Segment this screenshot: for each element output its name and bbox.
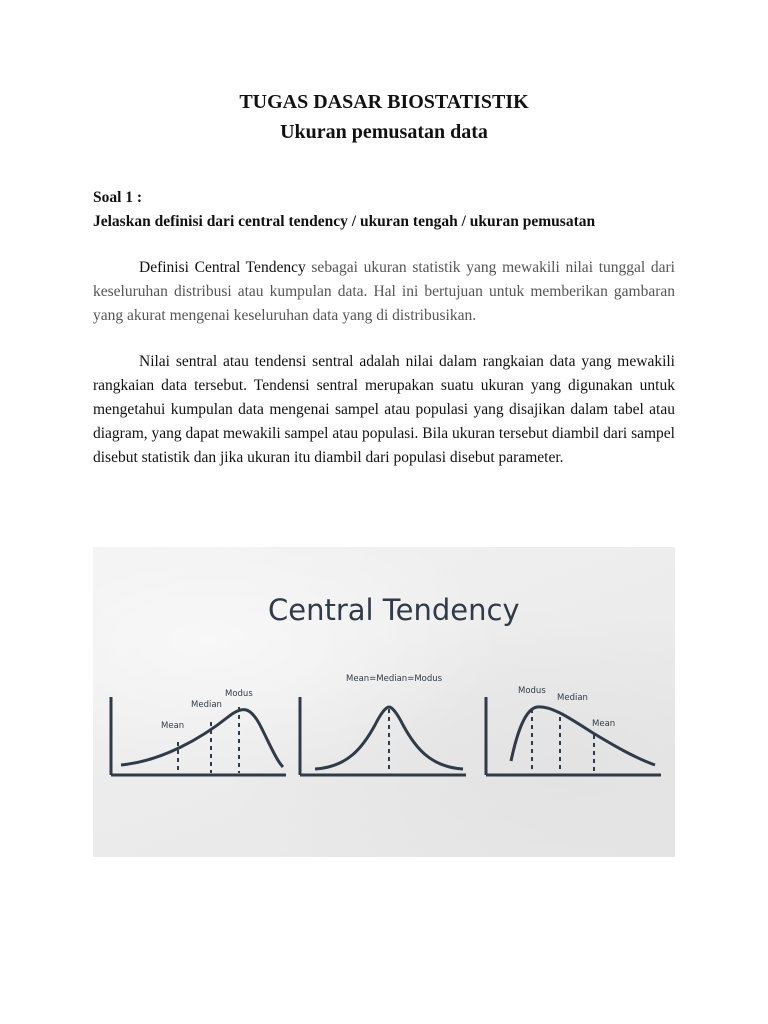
middle-center-label: Mean=Median=Modus — [346, 674, 443, 684]
definition-lead: Definisi Central Tendency — [139, 259, 306, 276]
left-modus-label: Modus — [225, 689, 253, 699]
question-number: Soal 1 : — [93, 189, 143, 206]
question-text: Jelaskan definisi dari central tendency / ukuran tengah / ukuran pemusatan — [93, 213, 596, 230]
left-curve — [121, 710, 283, 767]
paragraph-definition — [93, 256, 675, 328]
right-mean-label: Mean — [592, 719, 616, 729]
figure-title: Central Tendency — [268, 593, 520, 627]
central-tendency-figure — [93, 547, 675, 857]
left-mean-label: Mean — [161, 721, 185, 731]
definition-rest: sebagai ukuran statistik yang mewakili nilai tunggal dari keseluruhan distribusi atau kumpulan data. Hal ini bertujuan untuk memberikan gambaran yang akurat mengenai keseluruhan data yang di distribusikan. — [93, 259, 675, 324]
title-line-1: TUGAS DASAR BIOSTATISTIK — [239, 91, 529, 113]
paragraph-explanation: Nilai sentral atau tendensi sentral adalah nilai dalam rangkaian data yang mewakili rangkaian data tersebut. Tendensi sentral merupakan suatu ukuran yang digunakan untuk mengetahui kumpulan data mengenai sampel atau populasi yang disajikan dalam tabel atau diagram, yang dapat mewakili sampel atau populasi. Bila ukuran tersebut diambil dari sampel disebut statistik dan jika ukuran itu diambil dari populasi disebut parameter. — [93, 353, 675, 466]
document-body — [93, 186, 675, 470]
central-tendency-illustration — [93, 547, 675, 857]
document-title — [0, 87, 768, 147]
graph-symmetric — [300, 697, 466, 775]
right-modus-label: Modus — [518, 686, 546, 696]
graph-positive-skew — [486, 697, 661, 775]
left-median-label: Median — [191, 700, 222, 710]
right-median-label: Median — [557, 693, 588, 703]
title-line-2: Ukuran pemusatan data — [280, 121, 488, 143]
